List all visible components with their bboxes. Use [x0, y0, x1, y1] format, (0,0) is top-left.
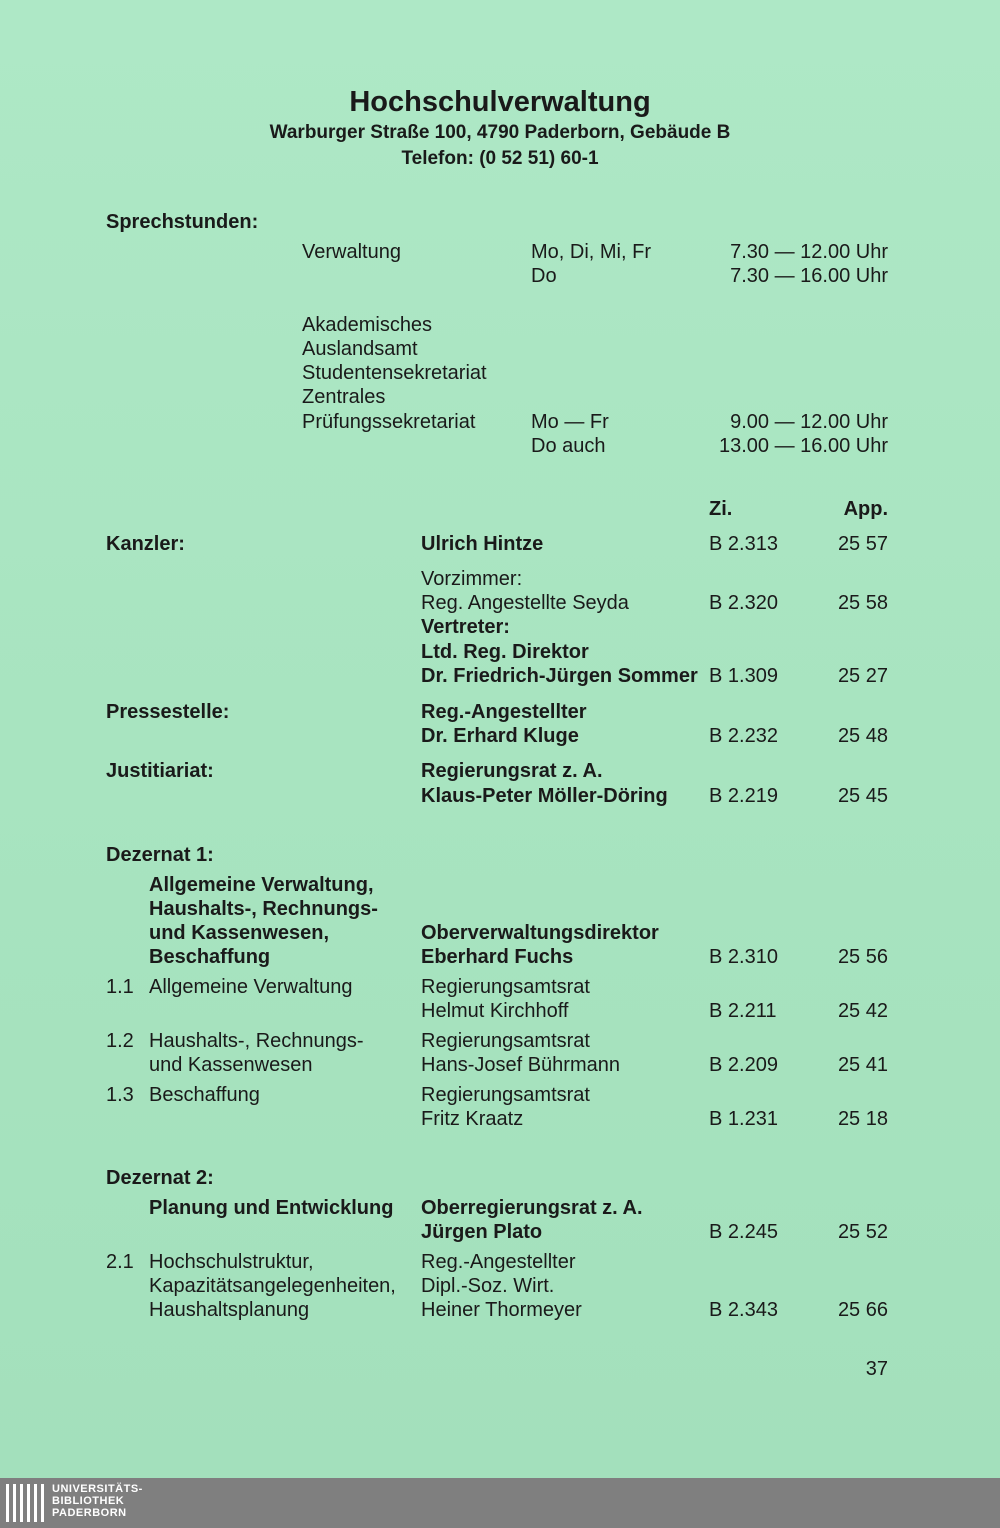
days-2: Do [531, 265, 557, 287]
room-number: B 2.313 [709, 533, 778, 555]
item-name: und Kassenwesen [149, 1054, 313, 1076]
column-phone-header: App. [843, 498, 888, 520]
page-number: 37 [865, 1358, 888, 1380]
phone-extension: 25 27 [837, 665, 888, 687]
library-name-line: PADERBORN [52, 1507, 127, 1519]
phone-extension: 25 58 [837, 592, 888, 614]
dezernat-1-desc: Haushalts-, Rechnungs- [149, 898, 378, 920]
room-number: B 2.232 [709, 725, 778, 747]
dezernat-1-desc: und Kassenwesen, [149, 922, 330, 944]
phone-extension: 25 48 [837, 725, 888, 747]
phone-extension: 25 56 [837, 946, 888, 968]
item-person-name: Hans-Josef Bührmann [421, 1054, 620, 1076]
justitiariat-title: Regierungsrat z. A. [421, 760, 603, 782]
item-name: Kapazitätsangelegenheiten, [149, 1275, 396, 1297]
kanzler-name: Ulrich Hintze [421, 533, 544, 555]
pressestelle-name: Dr. Erhard Kluge [421, 725, 579, 747]
time-3: 9.00 — 12.00 Uhr [730, 411, 888, 433]
room-number: B 2.310 [709, 946, 778, 968]
time-1: 7.30 — 12.00 Uhr [730, 241, 888, 263]
item-number: 1.2 [106, 1030, 134, 1052]
room-number: B 2.343 [709, 1299, 778, 1321]
dezernat-1-label: Dezernat 1: [106, 844, 214, 866]
days-4: Do auch [531, 435, 606, 457]
office-line: Zentrales [302, 386, 386, 408]
room-number: B 2.211 [709, 1000, 777, 1022]
phone-extension: 25 41 [837, 1054, 888, 1076]
page-title: Hochschulverwaltung [349, 86, 651, 118]
office-line: Auslandsamt [302, 338, 418, 360]
item-name: Allgemeine Verwaltung [149, 976, 353, 998]
item-number: 1.1 [106, 976, 134, 998]
vertreter-label: Vertreter: [421, 616, 510, 638]
dezernat-2-desc: Planung und Entwicklung [149, 1197, 394, 1219]
sprechstunden-label: Sprechstunden: [106, 211, 259, 233]
room-number: B 1.231 [709, 1108, 778, 1130]
dezernat-2-head-name: Jürgen Plato [421, 1221, 543, 1243]
phone-extension: 25 66 [837, 1299, 888, 1321]
item-person-name: Fritz Kraatz [421, 1108, 524, 1130]
item-person-title: Regierungsamtsrat [421, 1030, 590, 1052]
item-person-title: Reg.-Angestellter [421, 1251, 576, 1273]
justitiariat-name: Klaus-Peter Möller-Döring [421, 785, 668, 807]
library-name-line: UNIVERSITÄTS- [52, 1483, 143, 1495]
item-person-name: Heiner Thormeyer [421, 1299, 582, 1321]
dezernat-1-desc: Beschaffung [149, 946, 271, 968]
office-line: Studentensekretariat [302, 362, 487, 384]
office-line: Prüfungssekretariat [302, 411, 476, 433]
column-room-header: Zi. [709, 498, 733, 520]
kanzler-label: Kanzler: [106, 533, 185, 555]
room-number: B 1.309 [709, 665, 778, 687]
pressestelle-title: Reg.-Angestellter [421, 701, 587, 723]
time-4: 13.00 — 16.00 Uhr [719, 435, 888, 457]
room-number: B 2.219 [709, 785, 778, 807]
dezernat-1-head-name: Eberhard Fuchs [421, 946, 574, 968]
pressestelle-label: Pressestelle: [106, 701, 230, 723]
phone: Telefon: (0 52 51) 60-1 [401, 148, 599, 169]
days-1: Mo, Di, Mi, Fr [531, 241, 651, 263]
time-2: 7.30 — 16.00 Uhr [730, 265, 888, 287]
item-person-name: Helmut Kirchhoff [421, 1000, 569, 1022]
office-verwaltung: Verwaltung [302, 241, 401, 263]
item-name: Beschaffung [149, 1084, 260, 1106]
phone-extension: 25 57 [837, 533, 888, 555]
dezernat-1-head-title: Oberverwaltungsdirektor [421, 922, 659, 944]
phone-extension: 25 18 [837, 1108, 888, 1130]
phone-extension: 25 42 [837, 1000, 888, 1022]
item-number: 1.3 [106, 1084, 134, 1106]
vertreter-title: Ltd. Reg. Direktor [421, 641, 589, 663]
vorzimmer-name: Reg. Angestellte Seyda [421, 592, 629, 614]
justitiariat-label: Justitiariat: [106, 760, 214, 782]
library-logo-icon [6, 1484, 46, 1524]
item-person-title: Dipl.-Soz. Wirt. [421, 1275, 555, 1297]
item-name: Haushaltsplanung [149, 1299, 310, 1321]
vertreter-name: Dr. Friedrich-Jürgen Sommer [421, 665, 698, 687]
room-number: B 2.209 [709, 1054, 778, 1076]
office-line: Akademisches [302, 314, 433, 336]
vorzimmer-label: Vorzimmer: [421, 568, 523, 590]
item-number: 2.1 [106, 1251, 134, 1273]
item-name: Hochschulstruktur, [149, 1251, 314, 1273]
library-name [52, 1483, 143, 1519]
days-3: Mo — Fr [531, 411, 609, 433]
room-number: B 2.245 [709, 1221, 778, 1243]
phone-extension: 25 45 [837, 785, 888, 807]
item-person-title: Regierungsamtsrat [421, 976, 590, 998]
dezernat-2-head-title: Oberregierungsrat z. A. [421, 1197, 643, 1219]
dezernat-2-label: Dezernat 2: [106, 1167, 214, 1189]
room-number: B 2.320 [709, 592, 778, 614]
phone-extension: 25 52 [837, 1221, 888, 1243]
library-footer [0, 1478, 1000, 1528]
address: Warburger Straße 100, 4790 Paderborn, Gebäude B [269, 122, 731, 143]
library-name-line: BIBLIOTHEK [52, 1495, 125, 1507]
dezernat-1-desc: Allgemeine Verwaltung, [149, 874, 374, 896]
item-person-title: Regierungsamtsrat [421, 1084, 590, 1106]
item-name: Haushalts-, Rechnungs- [149, 1030, 364, 1052]
